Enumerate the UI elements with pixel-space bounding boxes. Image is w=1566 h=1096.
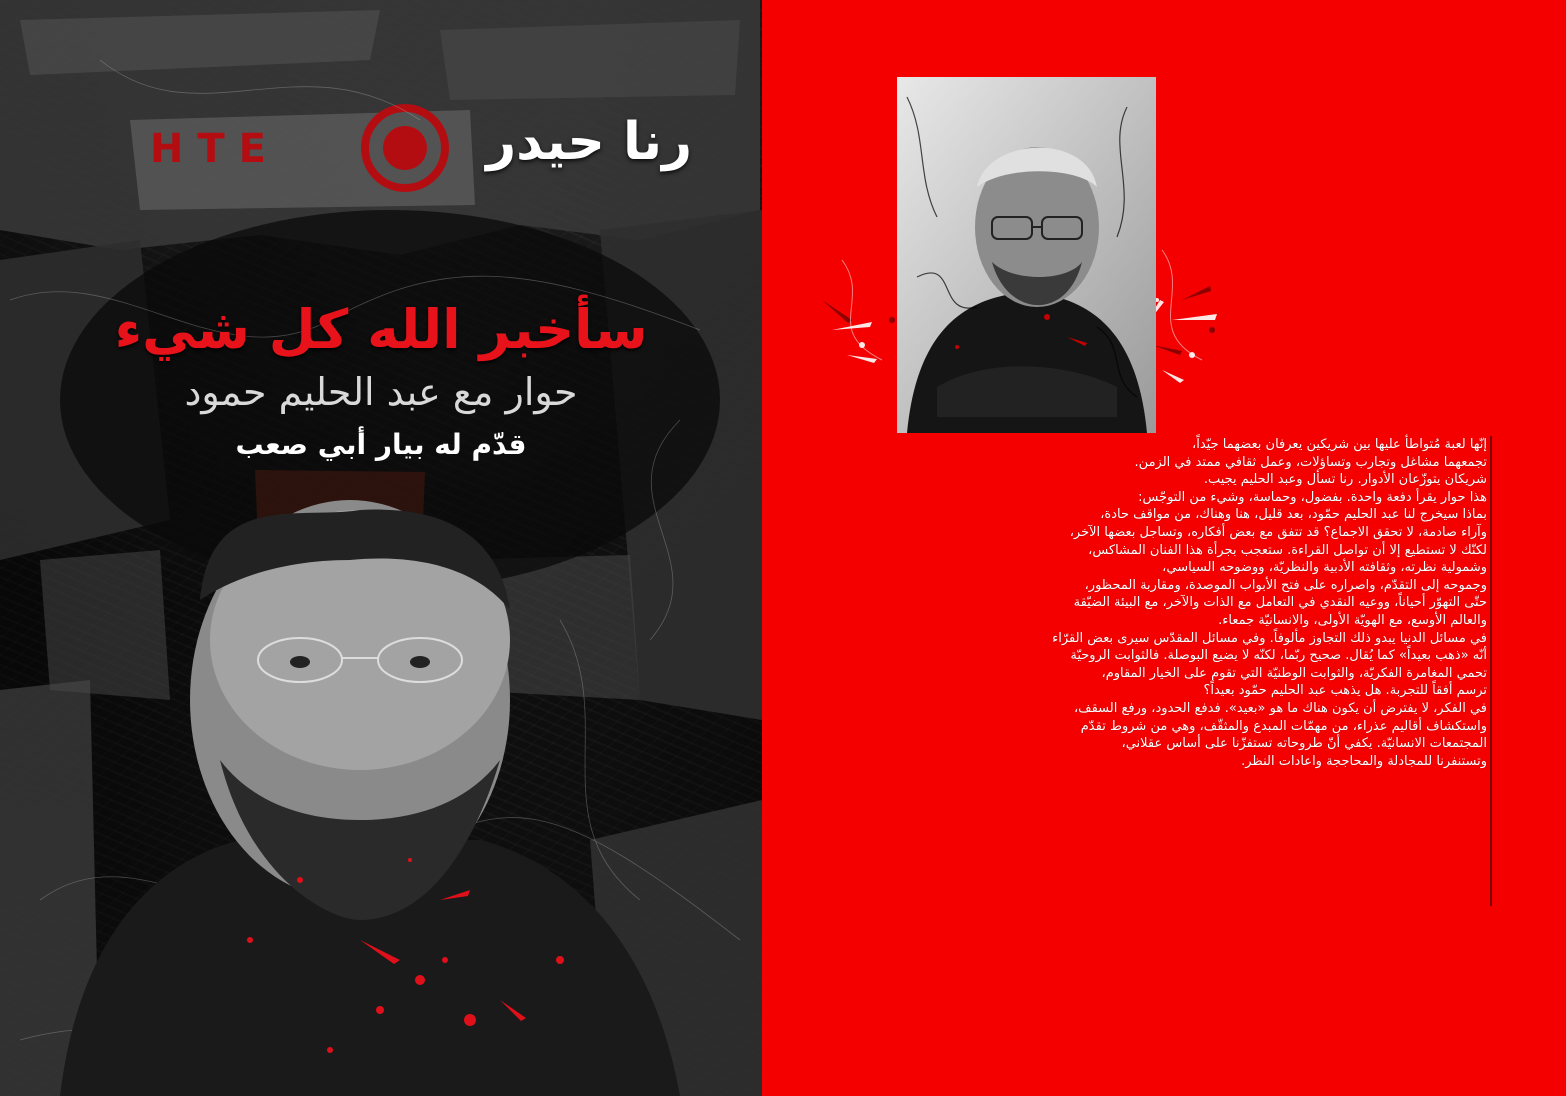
blurb-line: ترسم أفقاً للتجربة. هل يذهب عبد الحليم حمّود بعيداً؟ [1203,683,1487,699]
blurb-line: في مسائل الدنيا يبدو ذلك التجاوز مألوفاً. وفي مسائل المقدّس سيرى بعض القرّاء [1052,630,1487,646]
blurb-line: في الفكر، لا يفترض أن يكون هناك ما هو «بعيد». فدفع الحدود، ورفع السقف، [1073,700,1487,716]
blurb-line: تجمعهما مشاغل وتجارب وتساؤلات، وعمل ثقافي ممتد في الزمن. [1134,454,1487,470]
blurb-line: تحمي المغامرة الفكريّة، والثوابت الوطنيّة التي تقوم على الخيار المقاوم، [1101,665,1487,681]
interviewee-photo [897,77,1156,433]
svg-text:H T E: H T E [150,126,266,172]
blurb-line: وشمولية نظرته، وثقافته الأدبية والنظريّة، ووضوحه السياسي، [1162,560,1487,576]
blurb-line: أنّه «ذهب بعيداً» كما يُقال. صحيح ربّما، لكنّه لا يضيع البوصلة. فالثوابت الروحيّة [1070,648,1487,664]
front-cover [0,0,762,1096]
blurb-line: بماذا سيخرج لنا عبد الحليم حمّود، بعد قليل، هنا وهناك، من مواقف حادة، [1100,507,1487,523]
blurb-line: وتستنفرنا للمجادلة والمحاججة واعادات النظر. [1241,753,1487,769]
blurb-line: وآراء صادمة، لا تحقق الاجماع؟ قد تتفق مع بعض أفكاره، وتساجل بعضها الآخر، [1069,524,1487,540]
blurb-line: والعالم الأوسع، مع الهويّة الأولى، والانسانيّة جمعاء. [1218,612,1487,628]
back-cover [762,0,1566,1096]
blurb-line: هذا حوار يقرأ دفعة واحدة. بفضول، وحماسة، وشيء من التوجّس: [1138,489,1487,505]
blurb-line: لكنّك لا تستطيع إلا أن تواصل القراءة. ستعجب بجرأة هذا الفنان المشاكس، [1088,542,1487,558]
book-subtitle: حوار مع عبد الحليم حمود [184,370,578,414]
blurb-line: المجتمعات الانسانيّة. يكفي أنّ طروحاته تستفزّنا على أساس عقلاني، [1121,736,1487,752]
blurb-line: إنّها لعبة مُتواطأ عليها بين شريكين يعرفان بعضهما جيّداً، [1192,437,1487,452]
book-title: سأخبر الله كل شيء [114,298,648,361]
blurb-line: وجموحه إلى التقدّم، واصراره على فتح الأبواب الموصدة، ومقاربة المحظور، [1084,577,1487,593]
preface-credit: قدّم له بيار أبي صعب [235,428,527,461]
blurb-line: واستكشاف أقاليم عذراء، من مهمّات المبدع والمثقّف، وهي من شروط تقدّم [1080,718,1487,734]
author-name: رنا حيدر [486,112,692,172]
back-cover-blurb [1052,436,1492,906]
blurb-line: حتّى التهوّر أحياناً، ووعيه النقدي في التعامل مع الذات والآخر، مع البيئة الضيّقة [1073,595,1487,611]
blurb-line: شريكان يتوزّعان الأدوار. رنا تسأل وعبد الحليم يجيب. [1203,472,1487,488]
